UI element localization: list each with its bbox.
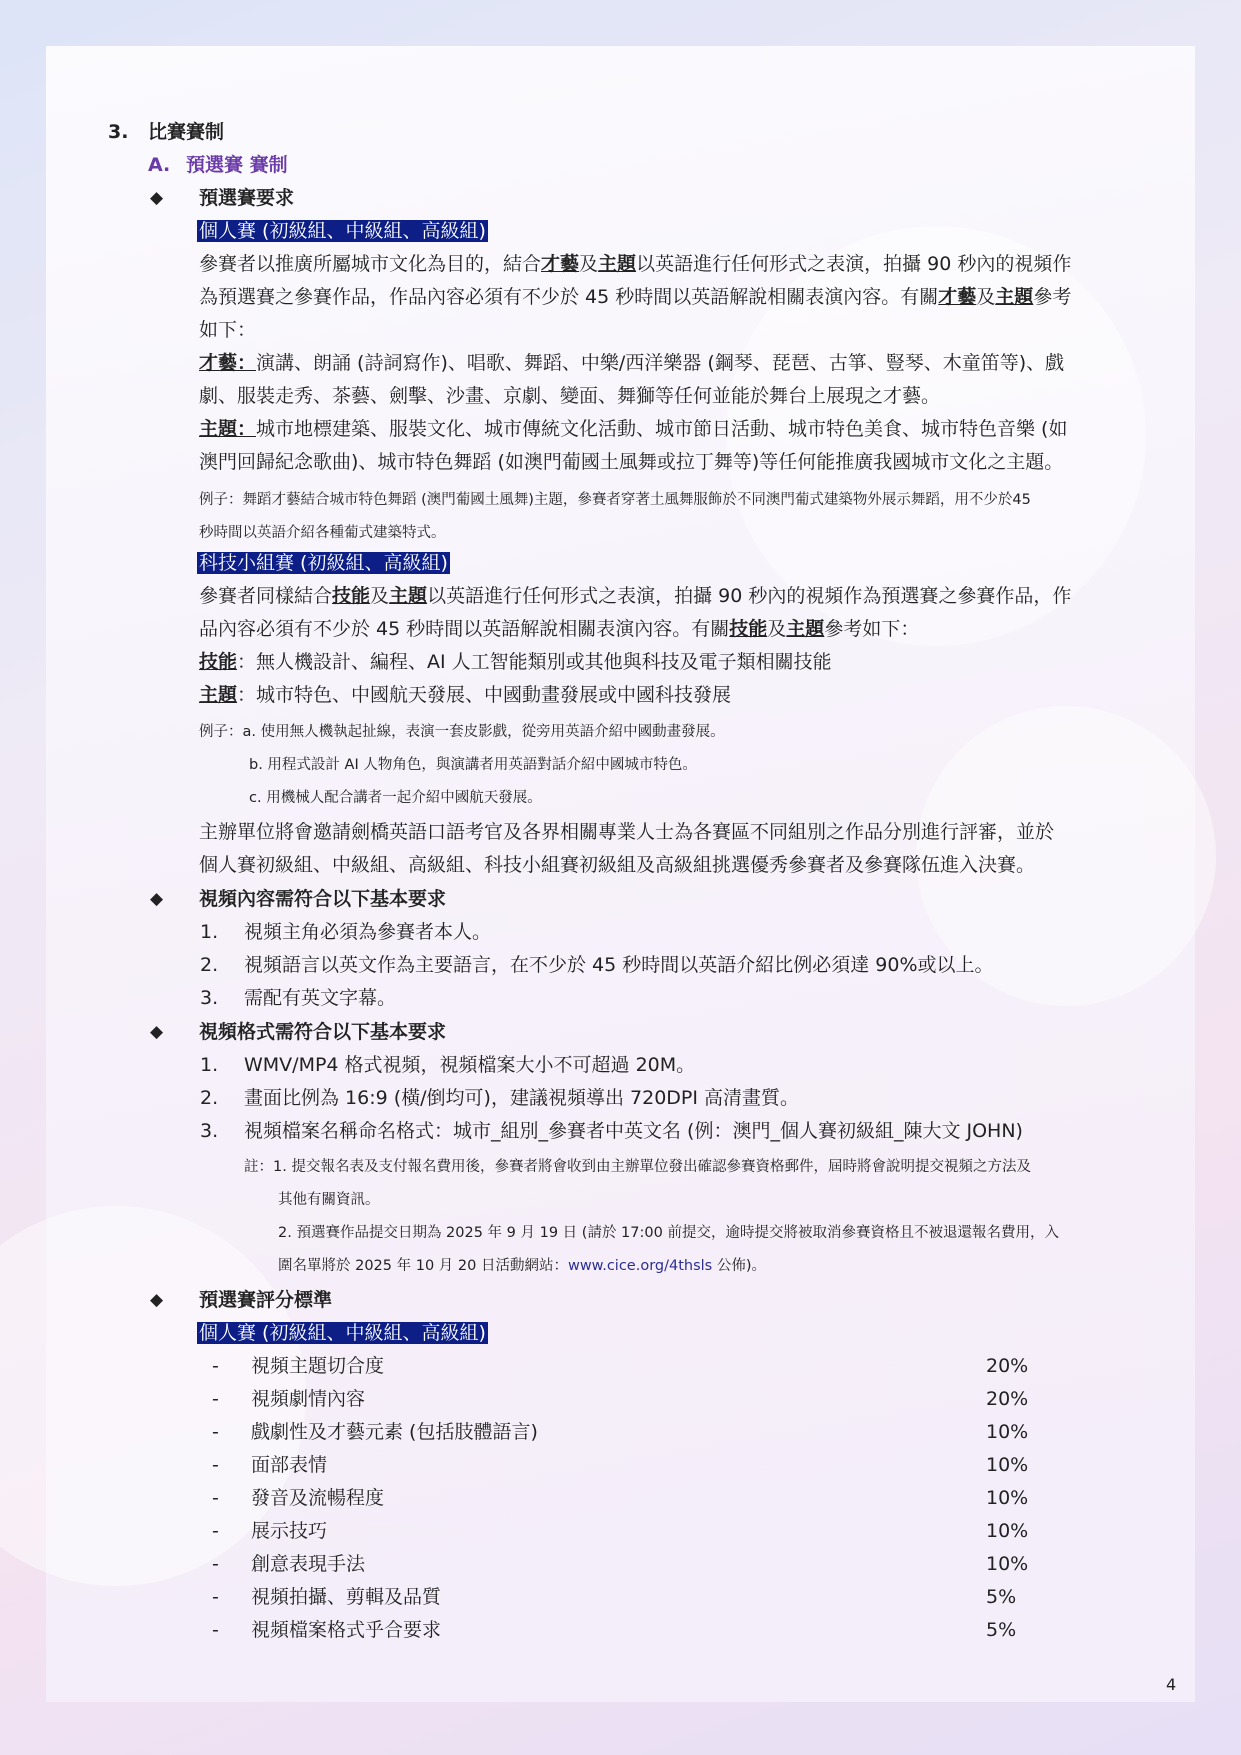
example-line: 秒時間以英語介紹各種葡式建築特式。 [199,525,446,541]
tech-example-c: c. 用機械人配合講者一起介紹中國航天發展。 [249,790,542,806]
theme-line: 主題：城市地標建築、服裝文化、城市傳統文化活動、城市節日活動、城市特色美食、城市特色音樂 (如 [199,418,1068,440]
score-weight: 5% [986,1619,1017,1641]
dash-bullet: - [212,1520,219,1542]
score-criterion: 面部表情 [251,1454,328,1476]
list-number: 1. [200,1054,219,1076]
individual-para-line: 如下： [199,319,257,341]
note-line: 圍名單將於 2025 年 10 月 20 日活動網站：www.cice.org/4thsls 公佈)。 [278,1258,767,1274]
example-line: 例子：舞蹈才藝結合城市特色舞蹈 (澳門葡國土風舞)主題，參賽者穿著土風舞服飾於不同澳門葡式建築物外展示舞蹈，用不少於45 [199,492,1031,508]
judge-line: 個人賽初級組、中級組、高級組、科技小組賽初級組及高級組挑選優秀參賽者及參賽隊伍進入決賽。 [199,854,1036,876]
subsection-title: 預選賽 賽制 [186,154,288,176]
note-line: 註：1. 提交報名表及支付報名費用後，參賽者將會收到由主辦單位發出確認參賽資格郵件，屆時將會說明提交視頻之方法及 [244,1159,1031,1175]
score-weight: 10% [986,1553,1029,1575]
individual-para-line: 為預選賽之參賽作品，作品內容必須有不少於 45 秒時間以英語解說相關表演內容。有關才藝及主題參考 [199,286,1072,308]
list-number: 3. [200,987,219,1009]
score-criterion: 戲劇性及才藝元素 (包括肢體語言) [251,1421,538,1443]
section-title: 比賽賽制 [148,121,225,143]
score-weight: 20% [986,1388,1029,1410]
talent-line: 才藝：演講、朗誦 (詩詞寫作)、唱歌、舞蹈、中樂/西洋樂器 (鋼琴、琵琶、古箏、豎琴、木童笛等)、戲 [199,352,1065,374]
score-weight: 10% [986,1487,1029,1509]
list-item: 需配有英文字幕。 [244,987,397,1009]
content-req-heading: 視頻內容需符合以下基本要求 [199,888,447,910]
website-link[interactable]: www.cice.org/4thsls [567,1258,713,1274]
dash-bullet: - [212,1388,219,1410]
score-criterion: 視頻劇情內容 [251,1388,366,1410]
dash-bullet: - [212,1619,219,1641]
individual-tag: 個人賽 (初級組、中級組、高級組) [199,220,486,242]
bullet-diamond-icon: ◆ [150,1022,164,1042]
score-weight: 10% [986,1520,1029,1542]
score-weight: 5% [986,1586,1017,1608]
list-item: WMV/MP4 格式視頻，視頻檔案大小不可超過 20M。 [244,1054,696,1076]
prelim-req-heading: 預選賽要求 [199,187,295,209]
score-weight: 10% [986,1421,1029,1443]
dash-bullet: - [212,1586,219,1608]
tech-tag: 科技小組賽 (初級組、高級組) [199,552,448,574]
note-line: 2. 預選賽作品提交日期為 2025 年 9 月 19 日 (請於 17:00 前提交，逾時提交將被取消參賽資格且不被退還報名費用，入 [278,1225,1059,1241]
bullet-diamond-icon: ◆ [150,1290,164,1310]
skill-line: 技能：無人機設計、編程、AI 人工智能類別或其他與科技及電子類相關技能 [199,651,832,673]
subsection-letter: A. [148,154,171,176]
list-number: 3. [200,1120,219,1142]
scoring-heading: 預選賽評分標準 [199,1289,333,1311]
list-number: 1. [200,921,219,943]
score-criterion: 視頻主題切合度 [251,1355,385,1377]
dash-bullet: - [212,1487,219,1509]
score-criterion: 展示技巧 [251,1520,328,1542]
individual-para-line: 參賽者以推廣所屬城市文化為目的，結合才藝及主題以英語進行任何形式之表演，拍攝 90 秒內的視頻作 [199,253,1072,275]
list-item: 畫面比例為 16:9 (橫/倒均可)，建議視頻導出 720DPI 高清畫質。 [244,1087,800,1109]
page-number: 4 [1166,1675,1177,1694]
list-number: 2. [200,954,219,976]
judge-line: 主辦單位將會邀請劍橋英語口語考官及各界相關專業人士為各賽區不同組別之作品分別進行評審，並於 [199,821,1055,843]
score-criterion: 創意表現手法 [251,1553,366,1575]
scoring-tag: 個人賽 (初級組、中級組、高級組) [199,1322,486,1344]
tech-theme-line: 主題：城市特色、中國航天發展、中國動畫發展或中國科技發展 [199,684,732,706]
theme-line: 澳門回歸紀念歌曲)、城市特色舞蹈 (如澳門葡國土風舞或拉丁舞等)等任何能推廣我國城市文化之主題。 [199,451,1064,473]
bullet-diamond-icon: ◆ [150,188,164,208]
list-item: 視頻主角必須為參賽者本人。 [244,921,492,943]
score-criterion: 視頻拍攝、剪輯及品質 [251,1586,442,1608]
score-weight: 10% [986,1454,1029,1476]
note-line: 其他有關資訊。 [278,1192,380,1208]
section-number: 3. [108,121,129,143]
list-item: 視頻語言以英文作為主要語言，在不少於 45 秒時間以英語介紹比例必須達 90%或以上。 [244,954,994,976]
tech-para-line: 參賽者同樣結合技能及主題以英語進行任何形式之表演，拍攝 90 秒內的視頻作為預選賽之參賽作品，作 [199,585,1072,607]
score-criterion: 視頻檔案格式乎合要求 [251,1619,442,1641]
dash-bullet: - [212,1553,219,1575]
talent-line: 劇、服裝走秀、茶藝、劍擊、沙畫、京劇、變面、舞獅等任何並能於舞台上展現之才藝。 [199,385,941,407]
score-weight: 20% [986,1355,1029,1377]
format-req-heading: 視頻格式需符合以下基本要求 [199,1021,447,1043]
bullet-diamond-icon: ◆ [150,889,164,909]
list-number: 2. [200,1087,219,1109]
tech-example-b: b. 用程式設計 AI 人物角色，與演講者用英語對話介紹中國城市特色。 [249,757,697,773]
tech-para-line: 品內容必須有不少於 45 秒時間以英語解說相關表演內容。有關技能及主題參考如下： [199,618,920,640]
score-criterion: 發音及流暢程度 [251,1487,385,1509]
dash-bullet: - [212,1421,219,1443]
tech-example-a: 例子：a. 使用無人機執起扯線，表演一套皮影戲，從旁用英語介紹中國動畫發展。 [199,724,725,740]
dash-bullet: - [212,1454,219,1476]
dash-bullet: - [212,1355,219,1377]
list-item: 視頻檔案名稱命名格式：城市_組別_參賽者中英文名 (例：澳門_個人賽初級組_陳大文 JOHN) [244,1120,1023,1142]
